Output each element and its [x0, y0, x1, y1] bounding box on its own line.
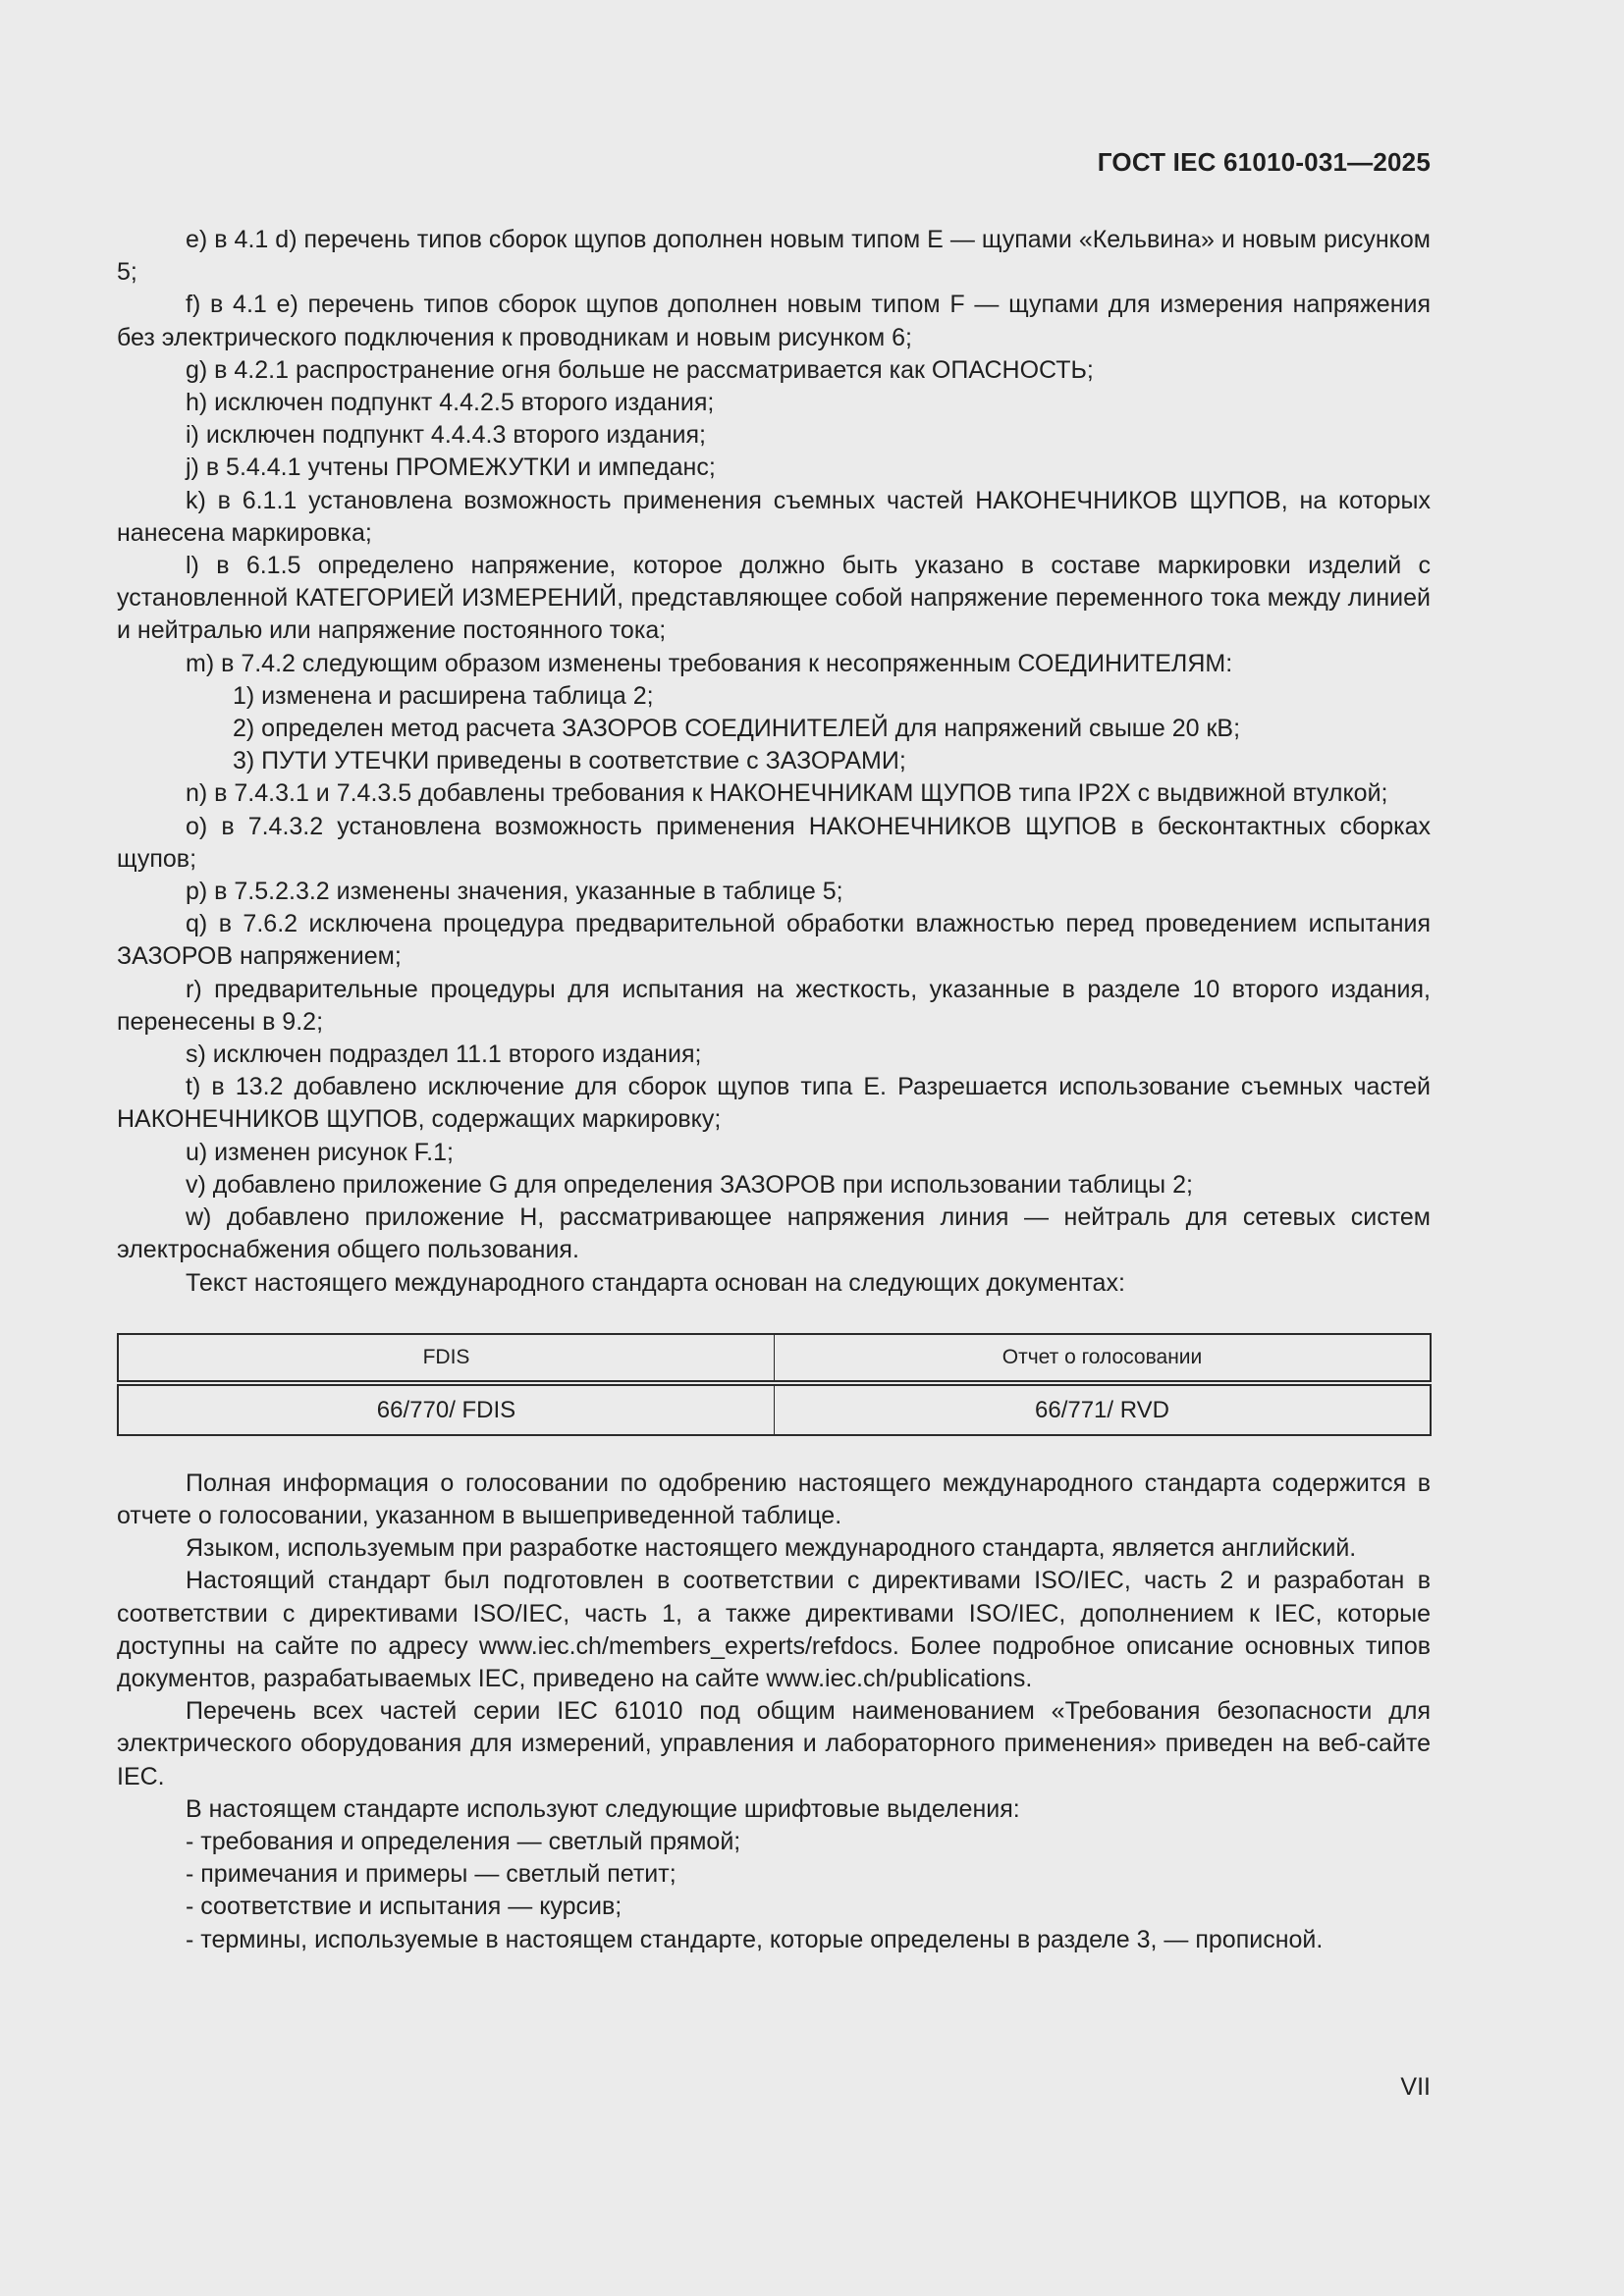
table-cell-fdis: 66/770/ FDIS — [118, 1383, 775, 1435]
change-item-g: g) в 4.2.1 распространение огня больше не рассматривается как ОПАСНОСТЬ; — [186, 355, 1094, 384]
change-item-q: q) в 7.6.2 исключена процедура предварительной обработки влажностью перед проведением испытания ЗАЗОРОВ напряжением; — [117, 910, 1431, 971]
font-styles-intro: В настоящем стандарте используют следующие шрифтовые выделения: — [186, 1794, 1020, 1823]
table-header-voting-report: Отчет о голосовании — [775, 1334, 1432, 1383]
change-item-l: l) в 6.1.5 определено напряжение, которое должно быть указано в составе маркировки изделий с установленной КАТЕГОРИЕЙ ИЗМЕРЕНИЙ, представляющее собой напряжение переменного тока между линией и нейтралью или напряжение постоянного тока; — [117, 552, 1431, 645]
table-row — [118, 1383, 1431, 1435]
change-item-u: u) изменен рисунок F.1; — [186, 1138, 454, 1166]
table-header-row — [118, 1334, 1431, 1383]
change-subitem-2: 2) определен метод расчета ЗАЗОРОВ СОЕДИНИТЕЛЕЙ для напряжений свыше 20 кВ; — [233, 715, 1241, 743]
documents-intro: Текст настоящего международного стандарта основан на следующих документах: — [186, 1268, 1125, 1297]
directives-paragraph: Настоящий стандарт был подготовлен в соответствии с директивами ISO/IEC, часть 2 и разработан в соответствии с директивами ISO/IEC, часть 1, а также директивами ISO/IEC, дополнением к IEC, которые доступны на сайте по адресу www.iec.ch/members_experts/refdocs. Более подробное описание основных типов документов, разрабатываемых IEC, приведено на сайте www.iec.ch/publications. — [117, 1567, 1431, 1692]
change-item-p: p) в 7.5.2.3.2 изменены значения, указанные в таблице 5; — [186, 878, 843, 906]
font-style-item: - требования и определения — светлый прямой; — [186, 1827, 741, 1855]
voting-documents-table — [117, 1333, 1432, 1436]
change-item-j: j) в 5.4.4.1 учтены ПРОМЕЖУТКИ и импеданс; — [186, 454, 716, 482]
voting-info-paragraph: Полная информация о голосовании по одобрению настоящего международного стандарта содержится в отчете о голосовании, указанном в вышеприведенной таблице. — [117, 1468, 1431, 1529]
document-header: ГОСТ IEC 61010-031—2025 — [1097, 147, 1431, 177]
change-item-h: h) исключен подпункт 4.4.2.5 второго издания; — [186, 389, 715, 417]
font-style-item: - примечания и примеры — светлый петит; — [186, 1860, 677, 1889]
change-item-s: s) исключен подраздел 11.1 второго издания; — [186, 1041, 702, 1069]
change-subitem-3: 3) ПУТИ УТЕЧКИ приведены в соответствие с ЗАЗОРАМИ; — [233, 747, 906, 775]
change-item-v: v) добавлено приложение G для определения ЗАЗОРОВ при использовании таблицы 2; — [186, 1170, 1193, 1199]
font-style-item: - термины, используемые в настоящем стандарте, которые определены в разделе 3, — прописной. — [186, 1925, 1324, 1953]
change-item-e: e) в 4.1 d) перечень типов сборок щупов дополнен новым типом Е — щупами «Кельвина» и новым рисунком 5; — [117, 226, 1431, 287]
change-item-i: i) исключен подпункт 4.4.4.3 второго издания; — [186, 421, 706, 450]
series-paragraph: Перечень всех частей серии IEC 61010 под общим наименованием «Требования безопасности для электрического оборудования для измерений, управления и лабораторного применения» приведен на веб-сайте IEC. — [117, 1697, 1431, 1790]
page-number: VII — [1400, 2073, 1431, 2101]
table-cell-rvd: 66/771/ RVD — [775, 1383, 1432, 1435]
font-style-item: - соответствие и испытания — курсив; — [186, 1893, 623, 1921]
change-subitem-1: 1) изменена и расширена таблица 2; — [233, 681, 654, 710]
change-item-k: k) в 6.1.1 установлена возможность применения съемных частей НАКОНЕЧНИКОВ ЩУПОВ, на которых нанесена маркировка; — [117, 486, 1431, 547]
change-item-t: t) в 13.2 добавлено исключение для сборок щупов типа E. Разрешается использование съемных частей НАКОНЕЧНИКОВ ЩУПОВ, содержащих маркировку; — [117, 1073, 1431, 1134]
change-item-r: r) предварительные процедуры для испытания на жесткость, указанные в разделе 10 второго издания, перенесены в 9.2; — [117, 975, 1431, 1036]
change-item-o: o) в 7.4.3.2 установлена возможность применения НАКОНЕЧНИКОВ ЩУПОВ в бесконтактных сборках щупов; — [117, 812, 1431, 873]
change-item-w: w) добавлено приложение H, рассматривающее напряжения линия — нейтраль для сетевых систем электроснабжения общего пользования. — [117, 1203, 1431, 1264]
change-item-m: m) в 7.4.2 следующим образом изменены требования к несопряженным СОЕДИНИТЕЛЯМ: — [186, 649, 1233, 677]
table-header-fdis: FDIS — [118, 1334, 775, 1383]
language-paragraph: Языком, используемым при разработке настоящего международного стандарта, является английский. — [186, 1534, 1357, 1563]
change-item-n: n) в 7.4.3.1 и 7.4.3.5 добавлены требования к НАКОНЕЧНИКАМ ЩУПОВ типа IP2X с выдвижной втулкой; — [186, 779, 1388, 808]
document-body — [117, 224, 1431, 1956]
change-item-f: f) в 4.1 e) перечень типов сборок щупов дополнен новым типом F — щупами для измерения напряжения без электрического подключения к проводникам и новым рисунком 6; — [117, 291, 1431, 351]
